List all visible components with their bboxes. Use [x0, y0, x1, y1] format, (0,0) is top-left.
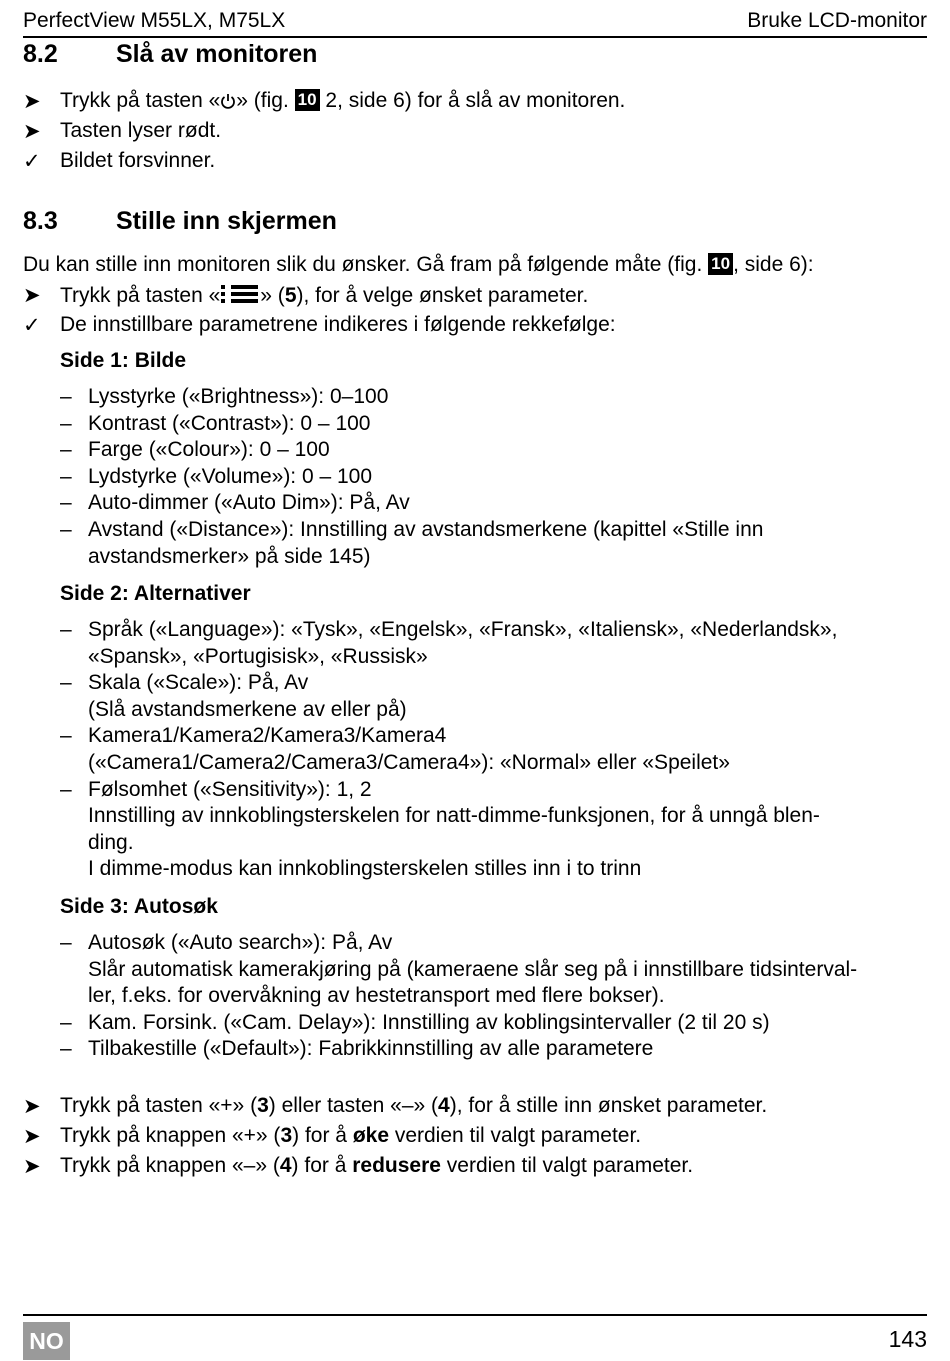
- check-marker: ✓: [23, 150, 41, 173]
- section-title: Slå av monitoren: [116, 40, 318, 68]
- dash-marker: –: [60, 491, 72, 515]
- dash-marker: –: [60, 777, 72, 801]
- figure-ref-badge: 10: [295, 89, 320, 111]
- section-number: 8.3: [23, 207, 58, 235]
- list-item-text: [88, 384, 930, 411]
- list-item-line: I dimme-modus kan innkoblingsterskelen stilles inn i to trinn: [88, 857, 642, 881]
- list-item-line: Farge («Colour»): 0 – 100: [88, 438, 330, 462]
- step-text-pre: Trykk på tasten «: [60, 284, 221, 307]
- section-number: 8.2: [23, 40, 58, 68]
- list-item: [60, 517, 930, 570]
- list-item-text: [88, 1010, 930, 1037]
- t-c: ) for å: [291, 1154, 353, 1177]
- page-header: [23, 6, 927, 38]
- list-item-line: Auto-dimmer («Auto Dim»): På, Av: [88, 491, 410, 515]
- list-item-text: [88, 464, 930, 491]
- arrow-marker: ➤: [23, 120, 41, 143]
- list-item-line: Kamera1/Kamera2/Kamera3/Kamera4: [88, 724, 447, 748]
- step-text-mid: » (: [260, 284, 285, 307]
- intro-text-end: , side 6):: [733, 253, 814, 276]
- list-item-line: ler, f.eks. for overvåkning av hestetransport med flere bokser).: [88, 984, 665, 1008]
- arrow-marker: ➤: [23, 1095, 41, 1118]
- list-item-line: Kam. Forsink. («Cam. Delay»): Innstilling av koblingsintervaller (2 til 20 s): [88, 1010, 770, 1034]
- dash-marker: –: [60, 1010, 72, 1034]
- section-title: Stille inn skjermen: [116, 207, 337, 235]
- list-item-line: Innstilling av innkoblingsterskelen for natt-dimme-funksjonen, for å unngå blen-: [88, 804, 820, 828]
- section-intro: [23, 253, 814, 277]
- step-text: [60, 1094, 767, 1118]
- page-1-title: Side 1: Bilde: [60, 349, 187, 372]
- arrow-marker: ➤: [23, 284, 41, 307]
- language-badge: NO: [23, 1322, 70, 1360]
- key-number: 4: [279, 1154, 292, 1177]
- key-number: 3: [280, 1124, 293, 1147]
- manual-page: [23, 0, 927, 1359]
- list-item-text: [88, 517, 930, 570]
- step-text: [60, 89, 625, 113]
- list-item-text: [88, 670, 930, 723]
- result-text: Bildet forsvinner.: [60, 149, 216, 172]
- t-e: verdien til valgt parameter.: [440, 1154, 694, 1177]
- list-item: [60, 670, 930, 723]
- t-a: Trykk på knappen «+» (: [60, 1124, 281, 1147]
- intro-text: Du kan stille inn monitoren slik du ønsker. Gå fram på følgende måte (fig.: [23, 253, 709, 276]
- list-item-line: Avstand («Distance»): Innstilling av avstandsmerkene (kapittel «Stille inn: [88, 517, 764, 541]
- page-1-list: [60, 384, 930, 570]
- header-chapter: Bruke LCD-monitor: [747, 9, 927, 32]
- list-item: [60, 411, 930, 438]
- list-item-text: [88, 411, 930, 438]
- list-item-line: Tilbakestille («Default»): Fabrikkinnstilling av alle parametere: [88, 1037, 654, 1061]
- arrow-marker: ➤: [23, 90, 41, 113]
- t-e: ), for å stille inn ønsket parameter.: [449, 1094, 768, 1117]
- power-icon: [220, 92, 236, 110]
- dash-marker: –: [60, 618, 72, 641]
- result-text: De innstillbare parametrene indikeres i følgende rekkefølge:: [60, 313, 616, 336]
- list-item: [60, 490, 930, 517]
- step-text-post: 2, side 6) for å slå av monitoren.: [319, 89, 626, 112]
- list-item: [60, 777, 930, 883]
- step-text: [60, 283, 588, 308]
- header-product: PerfectView M55LX, M75LX: [23, 9, 286, 32]
- list-item-text: [88, 930, 930, 1010]
- section-8-3-heading: [23, 207, 337, 236]
- page-footer: [23, 1314, 927, 1361]
- list-item-line: («Camera1/Camera2/Camera3/Camera4»): «Normal» eller «Speilet»: [88, 750, 730, 774]
- list-item-line: Lysstyrke («Brightness»): 0–100: [88, 385, 389, 408]
- step-text: Tasten lyser rødt.: [60, 119, 222, 142]
- key-number: 5: [284, 284, 297, 307]
- page-2-title: Side 2: Alternativer: [60, 582, 251, 605]
- step-text: [60, 1154, 693, 1178]
- dash-marker: –: [60, 517, 72, 541]
- list-item-line: Autosøk («Auto search»): På, Av: [88, 931, 393, 954]
- list-item: [60, 1010, 930, 1037]
- dash-marker: –: [60, 931, 72, 954]
- list-item-line: Språk («Language»): «Tysk», «Engelsk», «Fransk», «Italiensk», «Nederlandsk»,: [88, 618, 838, 641]
- menu-icon: [220, 283, 260, 305]
- list-item-text: [88, 617, 930, 670]
- list-item-line: Kontrast («Contrast»): 0 – 100: [88, 411, 371, 435]
- list-item-text: [88, 437, 930, 464]
- list-item-line: «Spansk», «Portugisisk», «Russisk»: [88, 644, 428, 668]
- list-item-line: (Slå avstandsmerkene av eller på): [88, 697, 407, 721]
- arrow-marker: ➤: [23, 1155, 41, 1178]
- section-8-2-heading: [23, 40, 317, 69]
- dash-marker: –: [60, 1037, 72, 1061]
- t-a: Trykk på knappen «–» (: [60, 1154, 280, 1177]
- list-item-line: Slår automatisk kamerakjøring på (kameraene slår seg på i innstillbare tidsinterval-: [88, 957, 858, 981]
- list-item: [60, 1036, 930, 1063]
- page-3-list: [60, 930, 930, 1063]
- list-item: [60, 384, 930, 411]
- t-a: Trykk på tasten «+» (: [60, 1094, 258, 1117]
- dash-marker: –: [60, 438, 72, 462]
- dash-marker: –: [60, 464, 72, 488]
- check-marker: ✓: [23, 314, 41, 337]
- list-item-line: Lydstyrke («Volume»): 0 – 100: [88, 464, 373, 488]
- list-item: [60, 930, 930, 1010]
- step-text-mid: » (fig.: [236, 89, 295, 112]
- list-item-text: [88, 723, 930, 776]
- step-text-post: ), for å velge ønsket parameter.: [296, 284, 589, 307]
- list-item-text: [88, 777, 930, 883]
- page-3-title: Side 3: Autosøk: [60, 895, 218, 918]
- page-number: 143: [888, 1326, 927, 1352]
- list-item: [60, 617, 930, 670]
- list-item-line: Skala («Scale»): På, Av: [88, 671, 309, 695]
- list-item-line: Følsomhet («Sensitivity»): 1, 2: [88, 777, 372, 801]
- key-number: 3: [257, 1094, 269, 1117]
- list-item-line: ding.: [88, 830, 134, 854]
- page-2-list: [60, 617, 930, 883]
- list-item-text: [88, 1036, 930, 1063]
- list-item-text: [88, 490, 930, 517]
- t-e: verdien til valgt parameter.: [389, 1124, 642, 1147]
- emphasis: redusere: [352, 1154, 441, 1177]
- dash-marker: –: [60, 724, 72, 748]
- list-item: [60, 437, 930, 464]
- list-item: [60, 723, 930, 776]
- dash-marker: –: [60, 385, 72, 408]
- list-item: [60, 464, 930, 491]
- emphasis: øke: [352, 1124, 389, 1147]
- dash-marker: –: [60, 411, 72, 435]
- arrow-marker: ➤: [23, 1125, 41, 1148]
- step-text: [60, 1124, 641, 1148]
- step-text-pre: Trykk på tasten «: [60, 89, 221, 112]
- list-item-line: avstandsmerker» på side 145): [88, 544, 371, 568]
- key-number: 4: [438, 1094, 450, 1117]
- figure-ref-badge: 10: [708, 253, 733, 275]
- t-c: ) for å: [292, 1124, 353, 1147]
- t-c: ) eller tasten «–» (: [268, 1094, 439, 1117]
- dash-marker: –: [60, 671, 72, 695]
